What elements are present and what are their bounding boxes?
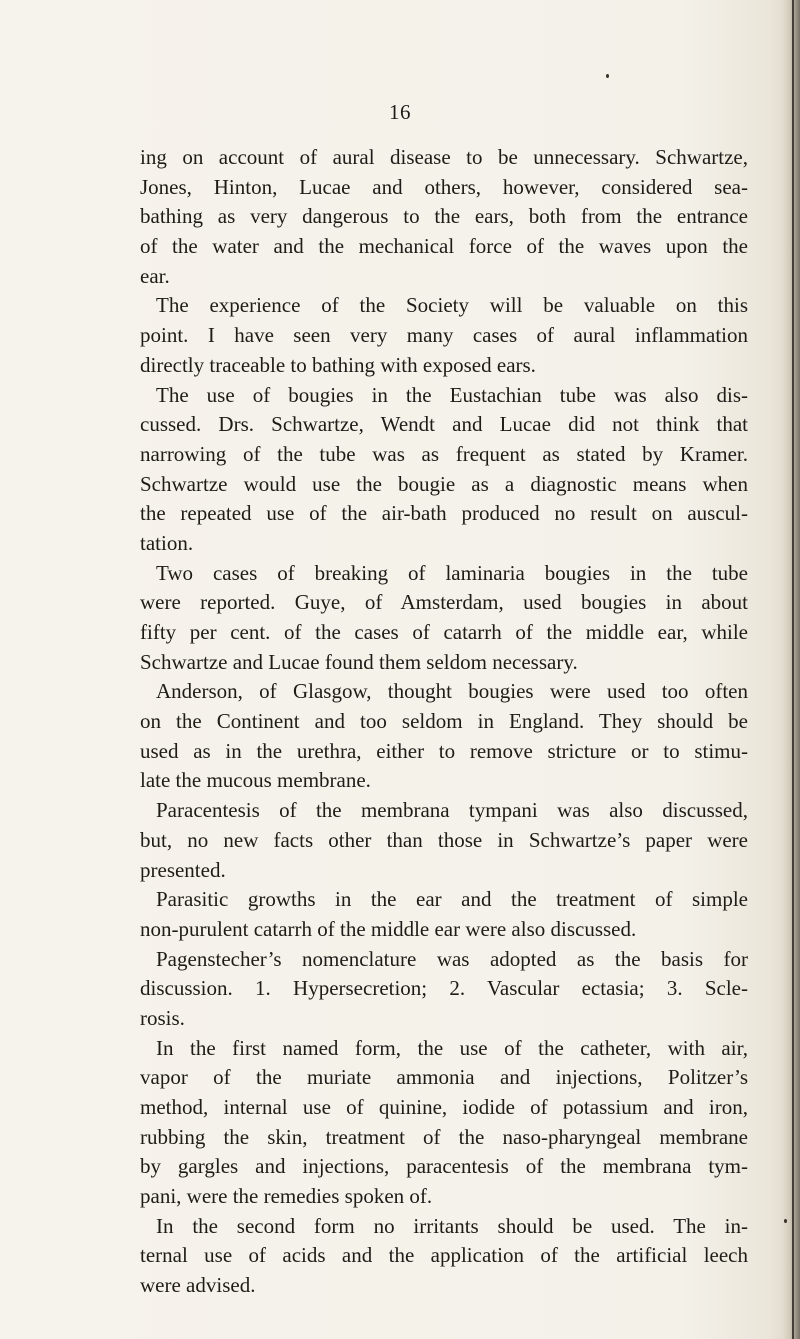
page-number: 16 [389, 100, 411, 124]
text-line: of the water and the mechanical force of the waves upon the [140, 234, 748, 259]
page-edge-shadow [782, 0, 800, 1339]
paragraph [140, 885, 748, 944]
text-line: Parasitic growths in the ear and the treatment of simple [156, 887, 748, 912]
paragraph [140, 559, 748, 678]
text-line: ing on account of aural disease to be unnecessary. Schwartze, [140, 145, 748, 169]
text-line: Schwartze would use the bougie as a diagnostic means when [140, 471, 748, 496]
paragraph [140, 381, 748, 559]
text-line: Schwartze and Lucae found them seldom necessary. [140, 649, 578, 674]
text-line: but, no new facts other than those in Schwartze’s paper were [140, 827, 748, 852]
text-line: Two cases of breaking of laminaria bougies in the tube [156, 560, 748, 585]
paragraph [140, 1212, 748, 1301]
text-line: on the Continent and too seldom in England. They should be [140, 709, 748, 734]
text-line: cussed. Drs. Schwartze, Wendt and Lucae did not think that [140, 412, 748, 437]
text-line: Pagenstecher’s nomenclature was adopted as the basis for [156, 946, 748, 971]
text-line: narrowing of the tube was as frequent as stated by Kramer. [140, 441, 748, 466]
text-line: The experience of the Society will be valuable on this [156, 293, 748, 318]
text-line: ear. [140, 263, 170, 288]
paragraph [140, 945, 748, 1034]
text-line: The use of bougies in the Eustachian tube was also dis- [156, 382, 748, 407]
text-line: pani, were the remedies spoken of. [140, 1184, 433, 1209]
text-line: rubbing the skin, treatment of the naso-pharyngeal membrane [140, 1124, 748, 1149]
text-line: were advised. [140, 1273, 256, 1298]
text-line: bathing as very dangerous to the ears, both from the entrance [140, 204, 748, 229]
text-line: In the first named form, the use of the catheter, with air, [156, 1035, 748, 1060]
page-edge-line [792, 0, 794, 1339]
text-line: presented. [140, 857, 226, 882]
text-line: In the second form no irritants should be used. The in- [156, 1213, 748, 1238]
text-line: directly traceable to bathing with exposed ears. [140, 352, 536, 377]
paragraph [140, 677, 748, 796]
text-line: Anderson, of Glasgow, thought bougies were used too often [156, 679, 748, 704]
text-line: rosis. [140, 1005, 185, 1030]
text-line: Jones, Hinton, Lucae and others, however, considered sea- [140, 174, 748, 199]
text-line: point. I have seen very many cases of aural inflammation [140, 323, 748, 348]
text-line: discussion. 1. Hypersecretion; 2. Vascular ectasia; 3. Scle- [140, 976, 748, 1001]
body-text [140, 143, 748, 1301]
text-line: by gargles and injections, paracentesis of the membrana tym- [140, 1154, 748, 1179]
text-line: tation. [140, 530, 194, 555]
paragraph [140, 143, 748, 291]
text-line: the repeated use of the air-bath produced no result on auscul- [140, 501, 748, 526]
text-line: late the mucous membrane. [140, 768, 371, 793]
paragraph [140, 796, 748, 885]
text-line: fifty per cent. of the cases of catarrh of the middle ear, while [140, 620, 748, 644]
text-line: non-purulent catarrh of the middle ear were also discussed. [140, 916, 637, 941]
text-line: vapor of the muriate ammonia and injections, Politzer’s [140, 1065, 748, 1090]
ink-speck [784, 1219, 787, 1223]
text-line: Paracentesis of the membrana tympani was also discussed, [156, 798, 748, 823]
paragraph [140, 1034, 748, 1212]
text-line: method, internal use of quinine, iodide of potassium and iron, [140, 1095, 748, 1119]
paragraph [140, 291, 748, 380]
text-line: were reported. Guye, of Amsterdam, used bougies in about [140, 590, 748, 615]
text-line: ternal use of acids and the application of the artificial leech [140, 1243, 748, 1268]
text-line: used as in the urethra, either to remove stricture or to stimu- [140, 738, 748, 763]
ink-speck [606, 74, 609, 78]
